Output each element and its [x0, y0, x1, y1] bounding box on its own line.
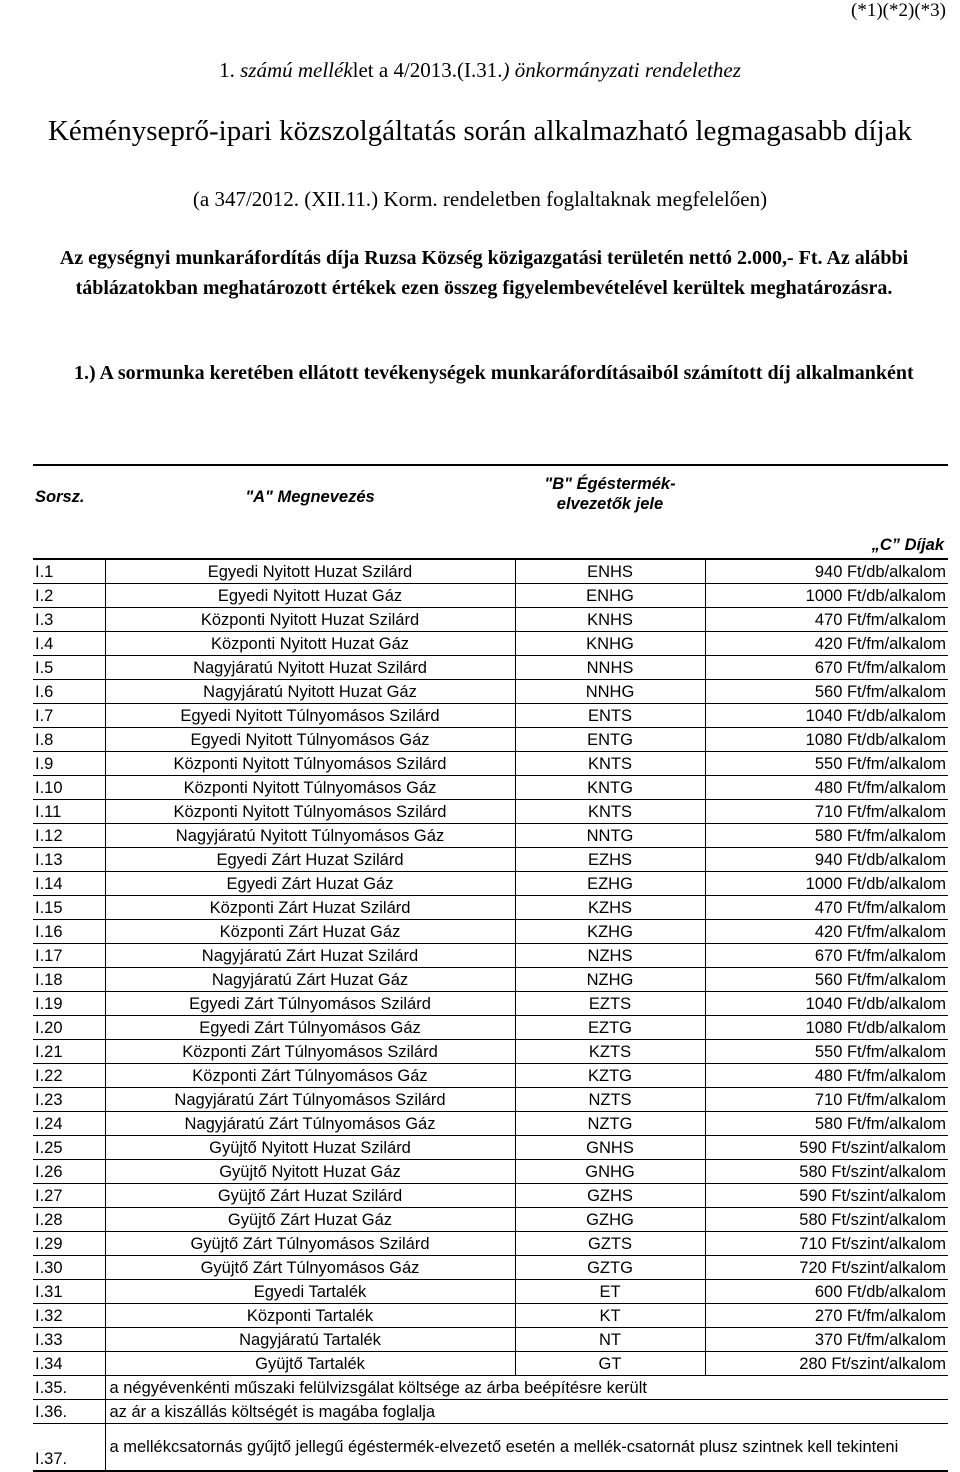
- note-row: [33, 1376, 948, 1400]
- row-sorsz: I.22: [33, 1064, 105, 1088]
- row-sorsz: I.5: [33, 656, 105, 680]
- row-megnevezes: Központi Nyitott Huzat Gáz: [105, 632, 515, 656]
- row-dij: 560 Ft/fm/alkalom: [705, 680, 948, 704]
- row-dij: 580 Ft/fm/alkalom: [705, 824, 948, 848]
- row-megnevezes: Nagyjáratú Nyitott Túlnyomásos Gáz: [105, 824, 515, 848]
- row-jel: NZTS: [515, 1088, 705, 1112]
- row-sorsz: I.4: [33, 632, 105, 656]
- intro-paragraph: Az egységnyi munkaráfordítás díja Ruzsa Község közigazgatási területén nettó 2.000,- Ft. Az alábbi táblázatokban meghatározott értékek ezen összeg figyelembevételével kerültek meghatározásra.: [59, 247, 909, 299]
- row-megnevezes: Gyüjtő Tartalék: [105, 1352, 515, 1376]
- row-sorsz: I.34: [33, 1352, 105, 1376]
- annex-number: 1.: [219, 58, 241, 82]
- row-dij: 600 Ft/db/alkalom: [705, 1280, 948, 1304]
- row-dij: 420 Ft/fm/alkalom: [705, 920, 948, 944]
- row-megnevezes: Gyüjtő Zárt Túlnyomásos Gáz: [105, 1256, 515, 1280]
- row-jel: NZHS: [515, 944, 705, 968]
- row-megnevezes: Egyedi Zárt Túlnyomásos Gáz: [105, 1016, 515, 1040]
- row-jel: KNTG: [515, 776, 705, 800]
- table-row: [33, 704, 948, 728]
- table-row: [33, 1088, 948, 1112]
- row-jel: KNHS: [515, 608, 705, 632]
- row-megnevezes: Egyedi Zárt Túlnyomásos Szilárd: [105, 992, 515, 1016]
- table-row: [33, 1040, 948, 1064]
- note-sorsz: I.37.: [33, 1424, 105, 1472]
- row-dij: 370 Ft/fm/alkalom: [705, 1328, 948, 1352]
- row-dij: 1000 Ft/db/alkalom: [705, 872, 948, 896]
- row-megnevezes: Gyüjtő Zárt Huzat Gáz: [105, 1208, 515, 1232]
- row-dij: 1080 Ft/db/alkalom: [705, 1016, 948, 1040]
- table-row: [33, 824, 948, 848]
- row-dij: 580 Ft/fm/alkalom: [705, 1112, 948, 1136]
- row-megnevezes: Nagyjáratú Zárt Túlnyomásos Gáz: [105, 1112, 515, 1136]
- row-jel: KZHG: [515, 920, 705, 944]
- row-dij: 480 Ft/fm/alkalom: [705, 776, 948, 800]
- header-megnevezes: "A" Megnevezés: [105, 465, 515, 559]
- row-megnevezes: Központi Tartalék: [105, 1304, 515, 1328]
- row-dij: 940 Ft/db/alkalom: [705, 848, 948, 872]
- row-sorsz: I.32: [33, 1304, 105, 1328]
- note-row: [33, 1424, 948, 1472]
- row-megnevezes: Egyedi Tartalék: [105, 1280, 515, 1304]
- document-title: Kéményseprő-ipari közszolgáltatás során alkalmazható legmagasabb díjak: [47, 115, 913, 147]
- table-row: [33, 559, 948, 584]
- row-sorsz: I.11: [33, 800, 105, 824]
- row-sorsz: I.27: [33, 1184, 105, 1208]
- row-dij: 550 Ft/fm/alkalom: [705, 1040, 948, 1064]
- note-text: a mellékcsatornás gyűjtő jellegű égéstermék-elvezető esetén a mellék-csatornát plusz szintnek kell tekinteni: [105, 1424, 948, 1472]
- row-sorsz: I.12: [33, 824, 105, 848]
- table-row: [33, 1064, 948, 1088]
- row-sorsz: I.14: [33, 872, 105, 896]
- annex-regular-part: let a 4/2013.(I.31.: [352, 58, 503, 82]
- table-body: [33, 559, 948, 1471]
- row-dij: 270 Ft/fm/alkalom: [705, 1304, 948, 1328]
- row-sorsz: I.3: [33, 608, 105, 632]
- table-row: [33, 944, 948, 968]
- row-dij: 580 Ft/szint/alkalom: [705, 1208, 948, 1232]
- table-row: [33, 1016, 948, 1040]
- row-jel: GT: [515, 1352, 705, 1376]
- row-jel: GNHS: [515, 1136, 705, 1160]
- table-row: [33, 1304, 948, 1328]
- annex-italic-part: számú mellék: [240, 58, 353, 82]
- row-dij: 1000 Ft/db/alkalom: [705, 584, 948, 608]
- row-sorsz: I.8: [33, 728, 105, 752]
- table-row: [33, 776, 948, 800]
- row-megnevezes: Egyedi Nyitott Huzat Szilárd: [105, 559, 515, 584]
- row-jel: ENTG: [515, 728, 705, 752]
- row-sorsz: I.30: [33, 1256, 105, 1280]
- header-sorsz: Sorsz.: [33, 465, 105, 559]
- table-row: [33, 1352, 948, 1376]
- table-row: [33, 992, 948, 1016]
- row-megnevezes: Gyüjtő Nyitott Huzat Gáz: [105, 1160, 515, 1184]
- row-jel: NNHG: [515, 680, 705, 704]
- row-megnevezes: Központi Zárt Túlnyomásos Szilárd: [105, 1040, 515, 1064]
- row-dij: 710 Ft/fm/alkalom: [705, 800, 948, 824]
- table-header-row: [33, 465, 948, 559]
- row-dij: 560 Ft/fm/alkalom: [705, 968, 948, 992]
- note-text: az ár a kiszállás költségét is magába foglalja: [105, 1400, 948, 1424]
- row-dij: 940 Ft/db/alkalom: [705, 559, 948, 584]
- row-jel: KZHS: [515, 896, 705, 920]
- row-dij: 670 Ft/fm/alkalom: [705, 656, 948, 680]
- table-row: [33, 872, 948, 896]
- row-megnevezes: Nagyjáratú Zárt Huzat Gáz: [105, 968, 515, 992]
- row-jel: NNHS: [515, 656, 705, 680]
- row-jel: KNTS: [515, 800, 705, 824]
- row-dij: 710 Ft/szint/alkalom: [705, 1232, 948, 1256]
- note-sorsz: I.35.: [33, 1376, 105, 1400]
- row-jel: EZTS: [515, 992, 705, 1016]
- row-jel: NZHG: [515, 968, 705, 992]
- row-megnevezes: Nagyjáratú Nyitott Huzat Gáz: [105, 680, 515, 704]
- row-jel: ENHS: [515, 559, 705, 584]
- row-jel: EZHS: [515, 848, 705, 872]
- row-sorsz: I.26: [33, 1160, 105, 1184]
- row-jel: NNTG: [515, 824, 705, 848]
- row-dij: 280 Ft/szint/alkalom: [705, 1352, 948, 1376]
- row-sorsz: I.15: [33, 896, 105, 920]
- row-sorsz: I.18: [33, 968, 105, 992]
- row-megnevezes: Központi Nyitott Túlnyomásos Szilárd: [105, 800, 515, 824]
- row-megnevezes: Nagyjáratú Tartalék: [105, 1328, 515, 1352]
- row-sorsz: I.13: [33, 848, 105, 872]
- row-megnevezes: Nagyjáratú Zárt Huzat Szilárd: [105, 944, 515, 968]
- row-sorsz: I.33: [33, 1328, 105, 1352]
- row-jel: NT: [515, 1328, 705, 1352]
- row-sorsz: I.17: [33, 944, 105, 968]
- table-row: [33, 1160, 948, 1184]
- header-dijak: „C” Díjak: [705, 465, 948, 559]
- table-row: [33, 1280, 948, 1304]
- table-row: [33, 584, 948, 608]
- row-jel: GZHS: [515, 1184, 705, 1208]
- table-row: [33, 896, 948, 920]
- row-jel: GNHG: [515, 1160, 705, 1184]
- row-megnevezes: Központi Nyitott Huzat Szilárd: [105, 608, 515, 632]
- table-row: [33, 920, 948, 944]
- table-row: [33, 1232, 948, 1256]
- row-megnevezes: Nagyjáratú Zárt Túlnyomásos Szilárd: [105, 1088, 515, 1112]
- row-sorsz: I.23: [33, 1088, 105, 1112]
- reference-marks: (*1)(*2)(*3): [851, 0, 946, 21]
- row-sorsz: I.1: [33, 559, 105, 584]
- row-sorsz: I.21: [33, 1040, 105, 1064]
- table-row: [33, 1136, 948, 1160]
- table-row: [33, 632, 948, 656]
- row-dij: 480 Ft/fm/alkalom: [705, 1064, 948, 1088]
- row-dij: 580 Ft/szint/alkalom: [705, 1160, 948, 1184]
- row-sorsz: I.2: [33, 584, 105, 608]
- row-jel: ET: [515, 1280, 705, 1304]
- row-jel: GZTS: [515, 1232, 705, 1256]
- row-megnevezes: Egyedi Nyitott Huzat Gáz: [105, 584, 515, 608]
- fee-table: [33, 464, 948, 1472]
- row-sorsz: I.10: [33, 776, 105, 800]
- row-dij: 590 Ft/szint/alkalom: [705, 1136, 948, 1160]
- row-megnevezes: Egyedi Nyitott Túlnyomásos Szilárd: [105, 704, 515, 728]
- table-row: [33, 752, 948, 776]
- row-jel: ENHG: [515, 584, 705, 608]
- row-sorsz: I.20: [33, 1016, 105, 1040]
- row-jel: KNHG: [515, 632, 705, 656]
- row-dij: 470 Ft/fm/alkalom: [705, 896, 948, 920]
- row-sorsz: I.28: [33, 1208, 105, 1232]
- table-row: [33, 1256, 948, 1280]
- row-megnevezes: Gyüjtő Zárt Túlnyomásos Szilárd: [105, 1232, 515, 1256]
- row-sorsz: I.16: [33, 920, 105, 944]
- row-dij: 470 Ft/fm/alkalom: [705, 608, 948, 632]
- row-sorsz: I.9: [33, 752, 105, 776]
- row-dij: 670 Ft/fm/alkalom: [705, 944, 948, 968]
- row-dij: 550 Ft/fm/alkalom: [705, 752, 948, 776]
- row-megnevezes: Egyedi Zárt Huzat Szilárd: [105, 848, 515, 872]
- row-sorsz: I.19: [33, 992, 105, 1016]
- table-row: [33, 1208, 948, 1232]
- table-row: [33, 1328, 948, 1352]
- row-jel: EZTG: [515, 1016, 705, 1040]
- row-megnevezes: Központi Nyitott Túlnyomásos Szilárd: [105, 752, 515, 776]
- row-dij: 590 Ft/szint/alkalom: [705, 1184, 948, 1208]
- row-megnevezes: Központi Zárt Huzat Gáz: [105, 920, 515, 944]
- note-row: [33, 1400, 948, 1424]
- document-subtitle: (a 347/2012. (XII.11.) Korm. rendeletben foglaltaknak megfelelően): [192, 187, 768, 211]
- row-dij: 420 Ft/fm/alkalom: [705, 632, 948, 656]
- row-megnevezes: Központi Zárt Túlnyomásos Gáz: [105, 1064, 515, 1088]
- row-dij: 1040 Ft/db/alkalom: [705, 992, 948, 1016]
- annex-line: [0, 58, 960, 83]
- row-jel: GZTG: [515, 1256, 705, 1280]
- row-jel: ENTS: [515, 704, 705, 728]
- row-megnevezes: Egyedi Zárt Huzat Gáz: [105, 872, 515, 896]
- row-jel: NZTG: [515, 1112, 705, 1136]
- row-dij: 720 Ft/szint/alkalom: [705, 1256, 948, 1280]
- row-sorsz: I.29: [33, 1232, 105, 1256]
- row-megnevezes: Központi Zárt Huzat Szilárd: [105, 896, 515, 920]
- table-row: [33, 608, 948, 632]
- table-row: [33, 656, 948, 680]
- row-jel: KNTS: [515, 752, 705, 776]
- row-megnevezes: Egyedi Nyitott Túlnyomásos Gáz: [105, 728, 515, 752]
- section-heading: 1.) A sormunka keretében ellátott tevékenységek munkaráfordításaiból számított díj alkalmanként: [74, 362, 914, 384]
- row-sorsz: I.7: [33, 704, 105, 728]
- note-sorsz: I.36.: [33, 1400, 105, 1424]
- row-dij: 710 Ft/fm/alkalom: [705, 1088, 948, 1112]
- row-jel: EZHG: [515, 872, 705, 896]
- row-dij: 1080 Ft/db/alkalom: [705, 728, 948, 752]
- table-row: [33, 968, 948, 992]
- row-jel: GZHG: [515, 1208, 705, 1232]
- table-row: [33, 848, 948, 872]
- table-row: [33, 1112, 948, 1136]
- table-row: [33, 680, 948, 704]
- row-sorsz: I.24: [33, 1112, 105, 1136]
- row-jel: KT: [515, 1304, 705, 1328]
- row-megnevezes: Gyüjtő Zárt Huzat Szilárd: [105, 1184, 515, 1208]
- annex-italic-end: ) önkormányzati rendelethez: [502, 58, 741, 82]
- row-megnevezes: Gyüjtő Nyitott Huzat Szilárd: [105, 1136, 515, 1160]
- row-sorsz: I.25: [33, 1136, 105, 1160]
- row-sorsz: I.6: [33, 680, 105, 704]
- row-megnevezes: Központi Nyitott Túlnyomásos Gáz: [105, 776, 515, 800]
- table-row: [33, 728, 948, 752]
- table-row: [33, 1184, 948, 1208]
- note-text: a négyévenkénti műszaki felülvizsgálat költsége az árba beépítésre került: [105, 1376, 948, 1400]
- row-sorsz: I.31: [33, 1280, 105, 1304]
- row-jel: KZTS: [515, 1040, 705, 1064]
- header-jel: "B" Égéstermék-elvezetők jele: [515, 465, 705, 559]
- row-jel: KZTG: [515, 1064, 705, 1088]
- table-row: [33, 800, 948, 824]
- row-megnevezes: Nagyjáratú Nyitott Huzat Szilárd: [105, 656, 515, 680]
- row-dij: 1040 Ft/db/alkalom: [705, 704, 948, 728]
